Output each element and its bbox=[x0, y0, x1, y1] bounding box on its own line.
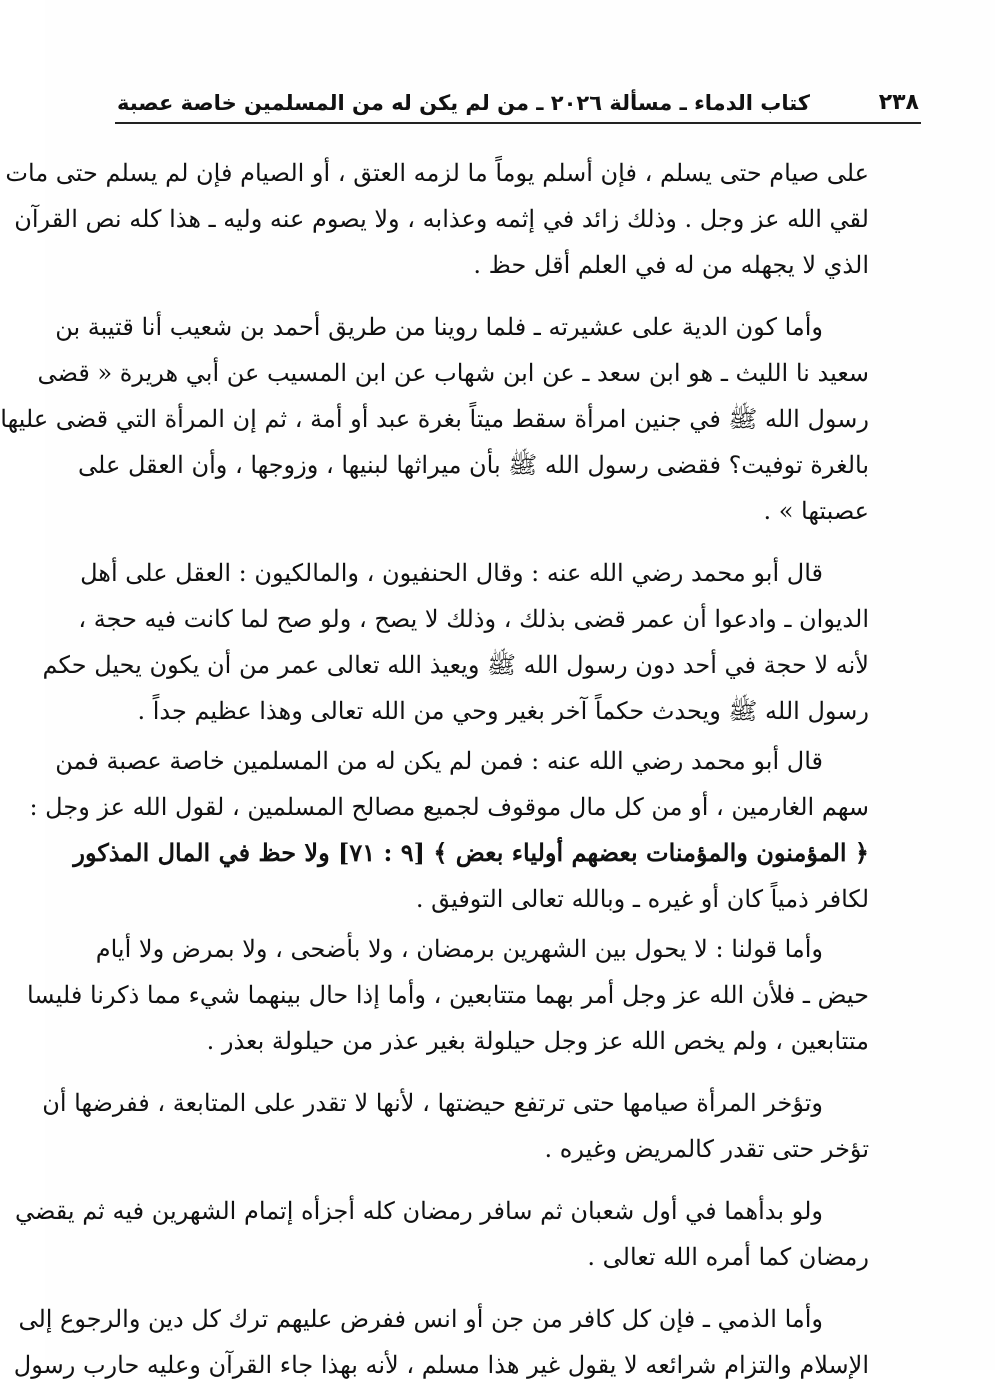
text-line: بالغرة توفيت؟ فقضى رسول الله ﷺ بأن ميراثها لبنيها ، وزوجها ، وأن العقل على bbox=[78, 451, 869, 479]
text-line: عصبتها » . bbox=[763, 497, 869, 525]
text-line: سهم الغارمين ، أو من كل مال موقوف لجميع مصالح المسلمين ، لقول الله عز وجل : bbox=[29, 793, 869, 821]
paragraph bbox=[42, 550, 869, 734]
running-header bbox=[117, 72, 919, 118]
text-line: وأما قولنا : لا يحول بين الشهرين برمضان ، ولا بأضحى ، ولا بمرض ولا أيام bbox=[95, 935, 823, 963]
text-line: الإسلام والتزام شرائعه لا يقول غير هذا مسلم ، لأنه بهذا جاء القرآن وعليه حارب رسول bbox=[13, 1351, 869, 1379]
text-line: قال أبو محمد رضي الله عنه : فمن لم يكن له من المسلمين خاصة عصبة فمن bbox=[55, 747, 823, 775]
text-line: لقي الله عز وجل . وذلك زائد في إثمه وعذابه ، ولا يصوم عنه وليه ـ هذا كله نص القرآن bbox=[14, 205, 869, 233]
text-line: قال أبو محمد رضي الله عنه : وقال الحنفيون ، والمالكيون : العقل على أهل bbox=[80, 559, 823, 587]
paragraph bbox=[14, 1188, 869, 1280]
chapter-title: كتاب الدماء ـ مسألة ٢٠٢٦ ـ من لم يكن له من المسلمين خاصة عصبة bbox=[117, 91, 810, 115]
text-line: متتابعين ، ولم يخص الله عز وجل حيلولة بغير عذر من حيلولة بعذر . bbox=[206, 1027, 869, 1055]
text-line: لكافر ذمياً كان أو غيره ـ وبالله تعالى التوفيق . bbox=[415, 885, 869, 913]
text-line: وأما الذمي ـ فإن كل كافر من جن أو انس ففرض عليهم ترك كل دين والرجوع إلى bbox=[18, 1305, 823, 1333]
text-line: وأما كون الدية على عشيرته ـ فلما روينا من طريق أحمد بن شعيب أنا قتيبة بن bbox=[55, 313, 823, 341]
paragraph bbox=[0, 304, 869, 534]
paragraph bbox=[29, 738, 869, 922]
paragraph bbox=[13, 1296, 869, 1388]
text-line: الذي لا يجهله من له في العلم أقل حظ . bbox=[473, 251, 869, 279]
text-line: تؤخر حتى تقدر كالمريض وغيره . bbox=[544, 1135, 869, 1163]
paragraph bbox=[5, 150, 869, 288]
body-text bbox=[0, 150, 869, 1388]
text-line: ولو بدأهما في أول شعبان ثم سافر رمضان كله أجزأه إتمام الشهرين فيه ثم يقضي bbox=[14, 1197, 823, 1225]
text-line: رمضان كما أمره الله تعالى . bbox=[587, 1243, 869, 1271]
page-number: ٢٣٨ bbox=[878, 90, 919, 115]
header-rule bbox=[115, 122, 921, 124]
paragraph bbox=[42, 1080, 869, 1172]
text-line: رسول الله ﷺ ويحدث حكماً آخر بغير وحي من الله تعالى وهذا عظيم جداً . bbox=[137, 697, 869, 725]
text-line: لأنه لا حجة في أحد دون رسول الله ﷺ ويعيذ الله تعالى عمر من أن يكون يحيل حكم bbox=[42, 651, 869, 679]
text-line: على صيام حتى يسلم ، فإن أسلم يوماً ما لزمه العتق ، أو الصيام فإن لم يسلم حتى مات bbox=[5, 159, 869, 187]
text-line: الديوان ـ وادعوا أن عمر قضى بذلك ، وذلك لا يصح ، ولو صح لما كانت فيه حجة ، bbox=[78, 605, 869, 633]
text-line: رسول الله ﷺ في جنين امرأة سقط ميتاً بغرة عبد أو أمة ، ثم إن المرأة التي قضى عليها bbox=[0, 405, 869, 433]
text-line: سعيد نا الليث ـ هو ابن سعد ـ عن ابن شهاب عن ابن المسيب عن أبي هريرة « قضى bbox=[37, 359, 869, 387]
paragraph bbox=[26, 926, 869, 1064]
text-line: وتؤخر المرأة صيامها حتى ترتفع حيضتها ، لأنها لا تقدر على المتابعة ، ففرضها أن bbox=[42, 1089, 823, 1117]
quran-verse-line: ﴿ المؤمنون والمؤمنات بعضهم أولياء بعض ﴾ [٩ : ٧١] ولا حظ في المال المذكور bbox=[73, 838, 869, 867]
text-line: حيض ـ فلأن الله عز وجل أمر بهما متتابعين ، وأما إذا حال بينهما شيء مما ذكرنا فليسا bbox=[26, 981, 869, 1009]
